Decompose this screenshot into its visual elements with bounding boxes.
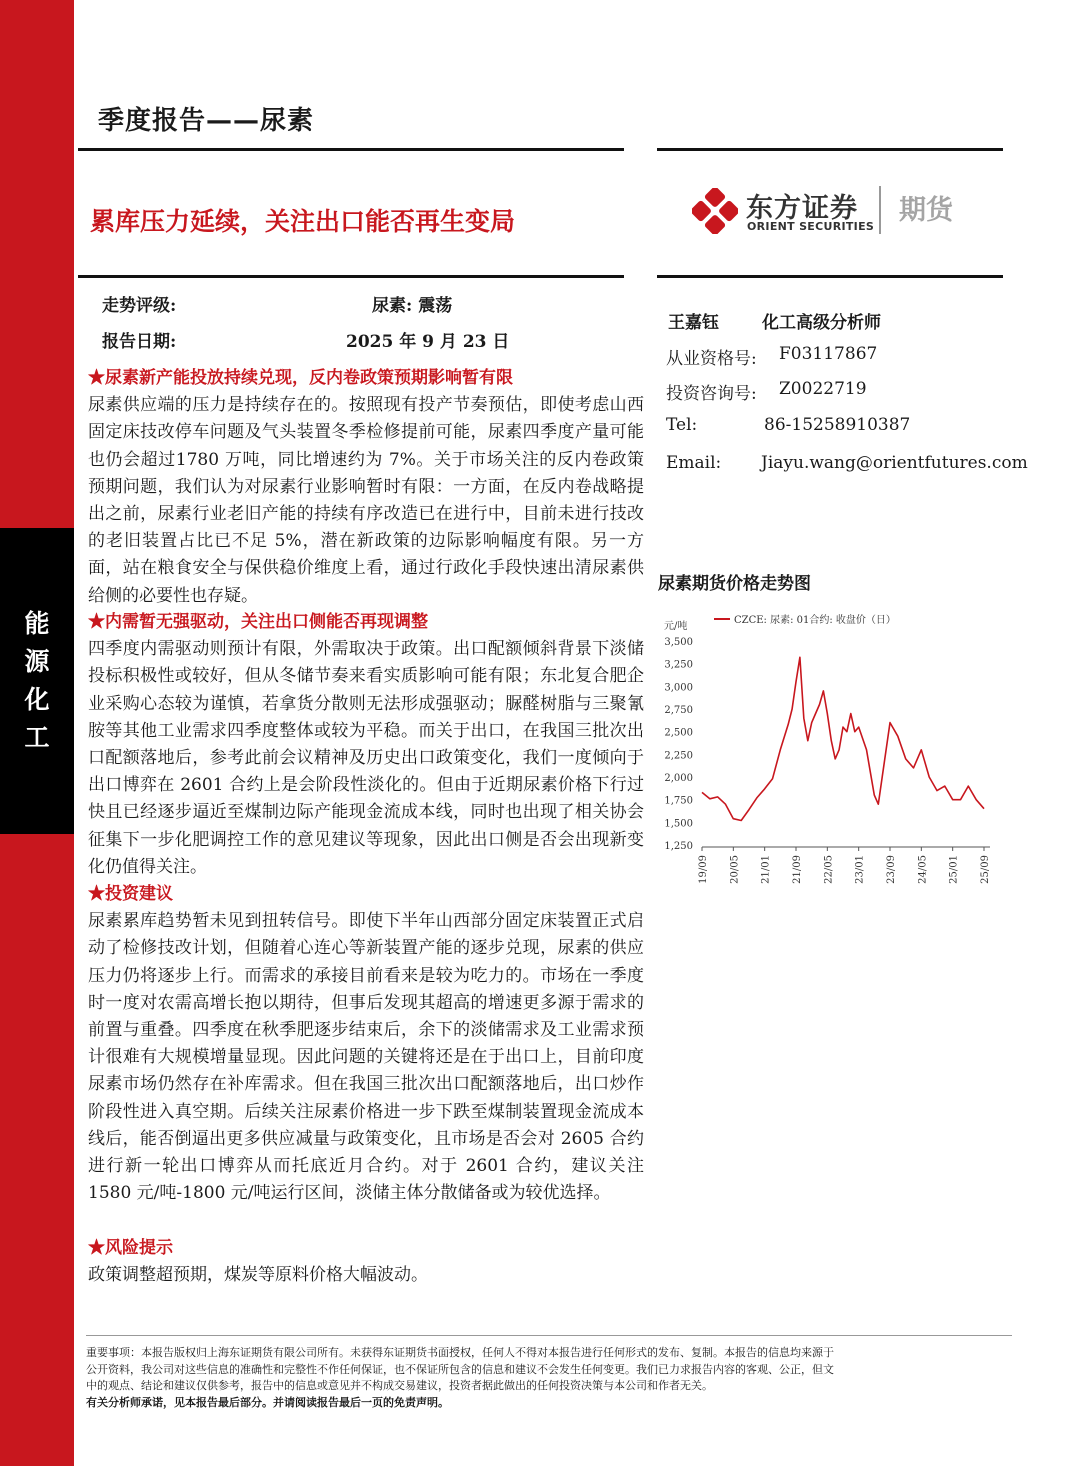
report-title: 累库压力延续，关注出口能否再生变局 bbox=[90, 207, 516, 236]
logo-company-english: ORIENT SECURITIES bbox=[747, 220, 875, 233]
y-tick-label: 3,250 bbox=[664, 659, 693, 671]
y-tick-label: 2,500 bbox=[664, 727, 693, 739]
y-axis-unit-label: 元/吨 bbox=[664, 621, 688, 632]
trend-label: 走势评级: bbox=[102, 296, 177, 316]
section-text: 尿素供应端的压力是持续存在的。按照现有投产节奏预估，即使考虑山西固定床技改停车问题及气头装置冬季检修提前可能，尿素四季度产量可能也仍会超过1780 万吨，同比增速约为 7%。关于市场关注的反内卷政策预期问题，我们认为对尿素行业影响暂时有限：一方面，在反内卷战略提出之前，尿素行业老旧产能的持续有序改造已在进行中，目前未进行技改的老旧装置占比已不足 5%，潜在新政策的边际影响幅度有限。另一方面，站在粮食安全与保供稳价维度上看，通过行政化手段快速出清尿素供给侧的必要性也存疑。 bbox=[88, 395, 644, 606]
section-heading: ★尿素新产能投放持续兑现，反内卷政策预期影响暂有限 bbox=[88, 368, 513, 388]
x-tick-label: 20/05 bbox=[729, 855, 741, 884]
section-3 bbox=[88, 881, 644, 1207]
x-tick-label: 22/05 bbox=[823, 855, 835, 884]
section-1 bbox=[88, 365, 644, 610]
x-tick-label: 25/09 bbox=[980, 855, 991, 884]
cert-value: F03117867 bbox=[779, 344, 878, 364]
company-logo bbox=[690, 184, 990, 240]
divider bbox=[78, 275, 624, 278]
section-heading: ★投资建议 bbox=[88, 884, 173, 904]
section-heading: ★风险提示 bbox=[88, 1238, 173, 1258]
report-type: 季度报告——尿素 bbox=[98, 106, 315, 136]
x-tick-label: 21/01 bbox=[760, 855, 772, 884]
email-label: Email: bbox=[666, 453, 722, 473]
cert-label: 从业资格号: bbox=[666, 349, 757, 369]
section-text: 四季度内需驱动则预计有限，外需取决于政策。出口配额倾斜背景下淡储投标积极性或较好，但从冬储节奏来看实质影响可能有限；东北复合肥企业采购心态较为谨慎，若拿货分散则无法形成强驱动；脲醛树脂与三聚氰胺等其他工业需求四季度整体或较为平稳。而关于出口，在我国三批次出口配额落地后，参考此前会议精神及历史出口政策变化，我们一度倾向于出口博弈在 2601 合约上是会阶段性淡化的。但由于近期尿素价格下行过快且已经逐步逼近至煤制边际产能现金流成本线，同时也出现了相关协会征集下一步化肥调控工作的意见建议等现象，因此出口侧是否会出现新变化仍值得关注。 bbox=[88, 639, 644, 877]
x-tick-label: 21/09 bbox=[792, 855, 803, 884]
trend-value: 尿素: 震荡 bbox=[372, 296, 453, 316]
price-line-series bbox=[702, 657, 984, 820]
date-label: 报告日期: bbox=[102, 332, 177, 352]
section-text: 政策调整超预期，煤炭等原料价格大幅波动。 bbox=[88, 1265, 428, 1286]
y-tick-label: 3,000 bbox=[664, 682, 693, 694]
divider bbox=[657, 148, 1003, 151]
legend-label: CZCE: 尿素: 01合约: 收盘价（日） bbox=[734, 615, 896, 626]
disclaimer-line: 有关分析师承诺，见本报告最后部分。并请阅读报告最后一页的免责声明。 bbox=[86, 1395, 449, 1409]
consult-value: Z0022719 bbox=[779, 379, 867, 399]
x-tick-label: 23/01 bbox=[854, 855, 866, 884]
y-tick-label: 1,750 bbox=[664, 795, 693, 807]
divider bbox=[78, 148, 624, 151]
section-heading: ★内需暂无强驱动，关注出口侧能否再现调整 bbox=[88, 612, 428, 632]
consult-label: 投资咨询号: bbox=[666, 384, 757, 404]
section-2 bbox=[88, 609, 644, 881]
y-tick-label: 2,000 bbox=[664, 773, 693, 784]
sector-char: 化 bbox=[24, 685, 50, 714]
x-tick-label: 25/01 bbox=[948, 855, 960, 884]
y-tick-label: 2,250 bbox=[664, 750, 693, 762]
y-tick-label: 1,250 bbox=[664, 841, 693, 852]
date-value: 2025 年 9 月 23 日 bbox=[346, 332, 510, 352]
divider bbox=[657, 275, 1003, 278]
y-tick-label: 1,500 bbox=[664, 818, 693, 830]
disclaimer-line: 重要事项：本报告版权归上海东证期货有限公司所有。未获得东证期货书面授权，任何人不得对本报告进行任何形式的发布、复制。本报告的信息均来源于 bbox=[86, 1346, 834, 1359]
tel-label: Tel: bbox=[666, 415, 698, 435]
disclaimer-line: 公开资料，我公司对这些信息的准确性和完整性不作任何保证，也不保证所包含的信息和建议不会发生任何变更。我们已力求报告内容的客观、公正，但文 bbox=[86, 1362, 834, 1376]
tel-value: 86-15258910387 bbox=[764, 415, 911, 435]
logo-company-name: 东方证券 bbox=[746, 193, 858, 224]
sector-char: 工 bbox=[24, 723, 50, 752]
email-link[interactable]: Jiayu.wang@orientfutures.com bbox=[761, 453, 1028, 473]
analyst-title: 化工高级分析师 bbox=[762, 313, 881, 333]
y-tick-label: 2,750 bbox=[664, 705, 693, 716]
sector-side-tab bbox=[0, 528, 74, 834]
x-tick-label: 24/05 bbox=[917, 855, 929, 884]
sector-char: 能 bbox=[24, 609, 50, 638]
disclaimer bbox=[86, 1345, 1012, 1411]
price-chart-svg bbox=[658, 605, 998, 895]
chart-title: 尿素期货价格走势图 bbox=[658, 574, 811, 594]
sector-char: 源 bbox=[24, 647, 50, 676]
section-text: 尿素累库趋势暂未见到扭转信号。即使下半年山西部分固定床装置正式启动了检修技改计划，但随着心连心等新装置产能的逐步兑现，尿素的供应压力仍将逐步上行。而需求的承接目前看来是较为吃力的。市场在一季度时一度对农需高增长抱以期待，但事后发现其超高的增速更多源于需求的前置与重叠。四季度在秋季肥逐步结束后，余下的淡储需求及工业需求预计很难有大规模增量显现。因此问题的关键将还是在于出口上，目前印度尿素市场仍然存在补库需求。但在我国三批次出口配额落地后，出口炒作阶段性进入真空期。后续关注尿素价格进一步下跌至煤制装置现金流成本线后，能否倒逼出更多供应减量与政策变化，且市场是否会对 2605 合约进行新一轮出口博弈从而托底近月合约。对于 2601 合约，建议关注 1580 元/吨-1800 元/吨运行区间，淡储主体分散储备或为较优选择。 bbox=[88, 911, 644, 1204]
logo-divider bbox=[879, 186, 881, 234]
footer-divider bbox=[86, 1335, 1012, 1336]
orient-logo-icon bbox=[692, 188, 738, 234]
analyst-name: 王嘉钰 bbox=[668, 313, 719, 333]
price-chart bbox=[658, 605, 998, 895]
disclaimer-line: 中的观点、结论和建议仅供参考，报告中的信息或意见并不构成交易建议，投资者据此做出的任何投资决策与本公司和作者无关。 bbox=[86, 1379, 713, 1392]
x-tick-label: 23/09 bbox=[886, 855, 897, 884]
section-4 bbox=[88, 1235, 644, 1289]
y-tick-label: 3,500 bbox=[664, 637, 693, 648]
logo-suffix: 期货 bbox=[899, 195, 953, 226]
x-tick-label: 19/09 bbox=[698, 855, 709, 884]
